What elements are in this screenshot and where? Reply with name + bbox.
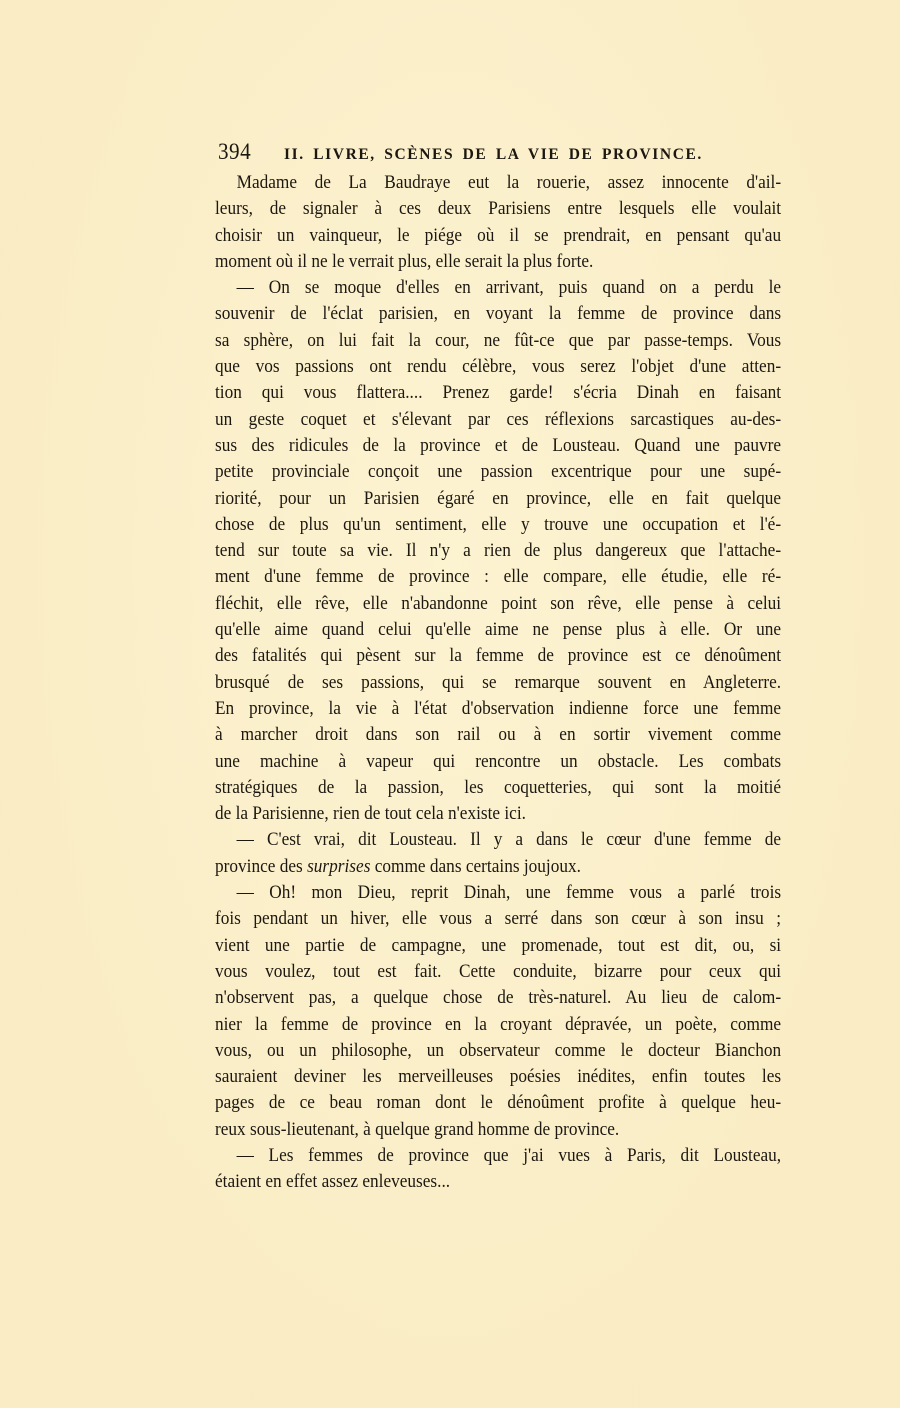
text-line: un geste coquet et s'élevant par ces réflexions sarcastiques au-des- [215, 408, 782, 430]
text-line: à marcher droit dans son rail ou à en sortir vivement comme [215, 724, 782, 746]
text-line: sauraient deviner les merveilleuses poésies inédites, enfin toutes les [215, 1066, 782, 1088]
text-line: sa sphère, on lui fait la cour, ne fût-ce que par passe-temps. Vous [215, 329, 782, 351]
text-line: petite provinciale conçoit une passion excentrique pour une supé- [215, 461, 782, 483]
text-line: — Oh! mon Dieu, reprit Dinah, une femme vous a parlé trois [236, 882, 782, 904]
text-line: brusqué de ses passions, qui se remarque souvent en Angleterre. [215, 671, 782, 693]
text-line: Madame de La Baudraye eut la rouerie, assez innocente d'ail- [236, 172, 782, 193]
text-line: — Les femmes de province que j'ai vues à Paris, dit Lousteau, [236, 1144, 782, 1166]
text-line: tend sur toute sa vie. Il n'y a rien de plus dangereux que l'attache- [215, 540, 782, 562]
text-line: que vos passions ont rendu célèbre, vous serez l'objet d'une atten- [215, 356, 782, 378]
text-line: souvenir de l'éclat parisien, en voyant la femme de province dans [215, 303, 782, 325]
text-line: n'observent pas, a quelque chose de très-naturel. Au lieu de calom- [215, 987, 782, 1009]
text-line: fois pendant un hiver, elle vous a serré dans son cœur à son insu ; [215, 908, 782, 930]
italic-emphasis: surprises [307, 855, 371, 877]
text-line: fléchit, elle rêve, elle n'abandonne point son rêve, elle pense à celui [215, 592, 782, 614]
text-segment: province des [215, 855, 308, 877]
text-line: étaient en effet assez enleveuses... [215, 1171, 451, 1193]
text-line: vient une partie de campagne, une promenade, tout est dit, ou, si [215, 934, 782, 956]
text-line: riorité, pour un Parisien égaré en province, elle en fait quelque [215, 487, 782, 509]
text-line: reux sous-lieutenant, à quelque grand homme de province. [215, 1118, 620, 1140]
text-line: sus des ridicules de la province et de Lousteau. Quand une pauvre [215, 434, 782, 456]
running-title: II. LIVRE, SCÈNES DE LA VIE DE PROVINCE. [284, 146, 703, 163]
text-line: pages de ce beau roman dont le dénoûment profite à quelque heu- [215, 1092, 782, 1114]
running-header [218, 139, 738, 165]
page-number: 394 [218, 139, 252, 164]
text-line: qu'elle aime quand celui qu'elle aime ne pense plus à elle. Or une [215, 619, 782, 641]
body-text [215, 170, 781, 1196]
text-line: — C'est vrai, dit Lousteau. Il y a dans le cœur d'une femme de [236, 829, 782, 851]
text-line-with-italic [215, 854, 781, 880]
text-line: vous voulez, tout est fait. Cette conduite, bizarre pour ceux qui [215, 960, 782, 982]
text-line: — On se moque d'elles en arrivant, puis quand on a perdu le [236, 277, 782, 299]
text-line: chose de plus qu'un sentiment, elle y trouve une occupation et l'é- [215, 513, 782, 535]
text-segment: comme dans certains joujoux. [370, 855, 581, 877]
text-line: tion qui vous flattera.... Prenez garde! s'écria Dinah en faisant [215, 382, 782, 404]
text-line: de la Parisienne, rien de tout cela n'existe ici. [215, 803, 526, 825]
text-line: vous, ou un philosophe, un observateur comme le docteur Bianchon [215, 1039, 782, 1061]
text-line: nier la femme de province en la croyant dépravée, un poète, comme [215, 1013, 782, 1035]
text-line: leurs, de signaler à ces deux Parisiens entre lesquels elle voulait [215, 198, 782, 220]
text-line: En province, la vie à l'état d'observation indienne force une femme [215, 697, 782, 719]
text-line: des fatalités qui pèsent sur la femme de province est ce dénoûment [215, 645, 782, 667]
text-line: ment d'une femme de province : elle compare, elle étudie, elle ré- [215, 566, 782, 588]
text-line: choisir un vainqueur, le piége où il se prendrait, en pensant qu'au [215, 224, 782, 246]
text-line: stratégiques de la passion, les coquetteries, qui sont la moitié [215, 776, 782, 798]
text-line: moment où il ne le verrait plus, elle serait la plus forte. [215, 250, 594, 272]
text-line: une machine à vapeur qui rencontre un obstacle. Les combats [215, 750, 782, 772]
